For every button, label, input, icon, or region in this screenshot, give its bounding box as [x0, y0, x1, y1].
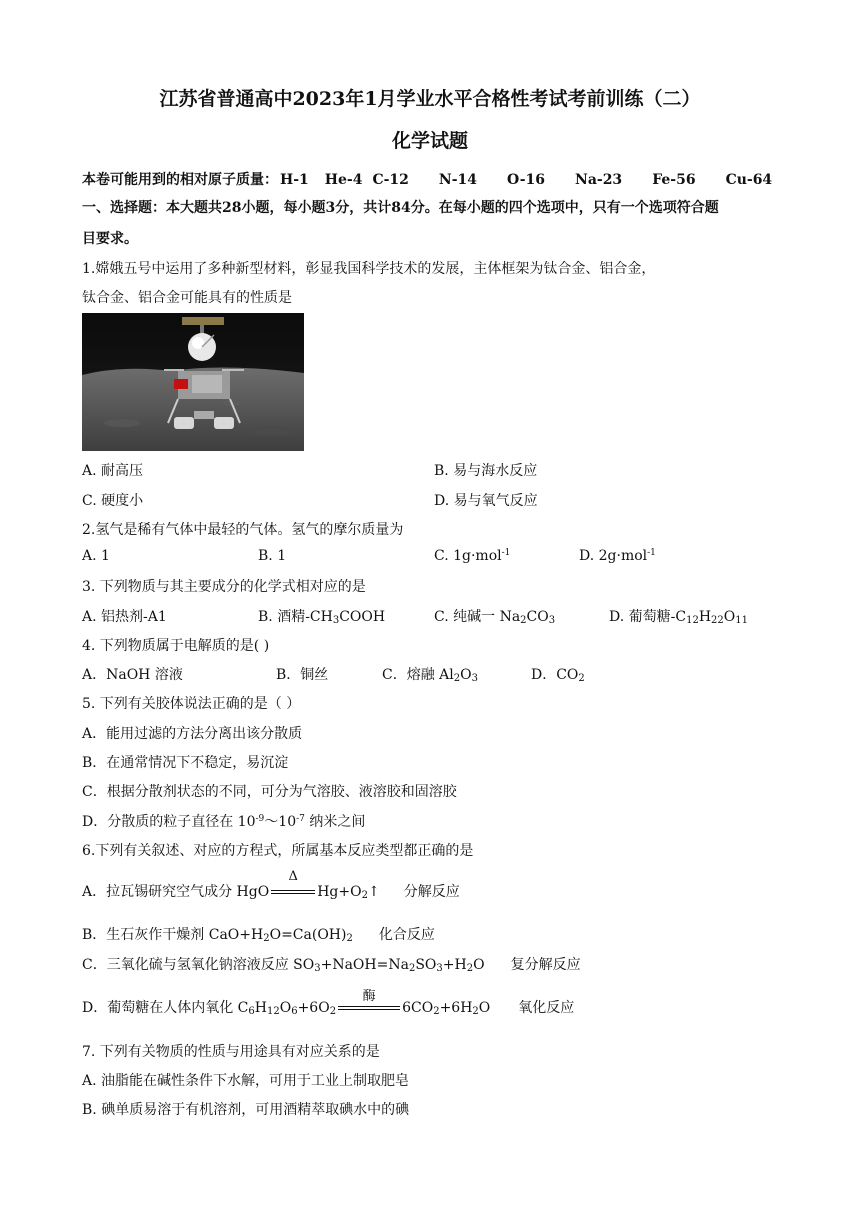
question-1-stem: 1.嫦娥五号中运用了多种新型材料，彰显我国科学技术的发展，主体框架为钛合金、铝合金， [82, 261, 656, 277]
atomic-mass-item: Na-23 [575, 172, 623, 188]
question-1-option-a: A. 耐高压 [82, 463, 144, 479]
lunar-lander-photo [82, 313, 304, 451]
atomic-mass-item: He-4 [324, 172, 363, 188]
question-7-stem: 7. 下列有关物质的性质与用途具有对应关系的是 [82, 1044, 380, 1060]
question-7-option-b: B. 碘单质易溶于有机溶剂，可用酒精萃取碘水中的碘 [82, 1102, 410, 1118]
question-5-option-c: C．根据分散剂状态的不同，可分为气溶胶、液溶胶和固溶胶 [82, 784, 457, 800]
atomic-mass-item: Cu-64 [725, 172, 773, 188]
question-4-option-c: C．熔融 $Al_2O_3$ [382, 667, 478, 684]
question-2-option-a: A. 1 [82, 548, 110, 564]
reaction-type: 化合反应 [378, 927, 435, 943]
question-1-option-c: C. 硬度小 [82, 493, 144, 509]
question-1-option-d: D. 易与氧气反应 [434, 493, 538, 509]
question-3-stem: 3. 下列物质与其主要成分的化学式相对应的是 [82, 579, 366, 595]
question-6-option-d: D．葡萄糖在人体内氧化 $C_6H_{12}O_6+6O_2$ 酶 $6CO_2+6H_2O$ 氧化反应 [82, 989, 575, 1017]
question-3-option-d: D. 葡萄糖$-C_{12}H_{22}O_{11}$ [609, 609, 748, 626]
question-6-option-b: B．生石灰作干燥剂 $CaO+H_2O=Ca(OH)_2$ 化合反应 [82, 927, 435, 944]
question-4-stem: 4. 下列物质属于电解质的是( ) [82, 638, 270, 654]
question-2-stem: 2.氢气是稀有气体中最轻的气体。氢气的摩尔质量为 [82, 522, 404, 538]
question-1-option-b: B. 易与海水反应 [434, 463, 538, 479]
reaction-condition-arrow: 酶 [338, 1001, 400, 1015]
atomic-mass-label: 本卷可能用到的相对原子质量： [82, 172, 278, 188]
question-6-option-a: A．拉瓦锡研究空气成分 HgO Δ $Hg+O_2↑$ 分解反应 [82, 869, 460, 901]
question-5-option-a: A．能用过滤的方法分离出该分散质 [82, 726, 303, 742]
reaction-type: 氧化反应 [518, 1000, 575, 1016]
question-5-option-d: D．分散质的粒子直径在 $10^{-9}\sim 10^{-7}$ 纳米之间 [82, 814, 366, 830]
question-4-option-d: D．$CO_2$ [531, 667, 585, 684]
question-2-option-d: D. 2g·mol$^{-1}$ [579, 548, 656, 564]
question-7-option-a: A. 油脂能在碱性条件下水解，可用于工业上制取肥皂 [82, 1073, 410, 1089]
question-3-option-a: A. 铝热剂-A1 [82, 609, 167, 625]
question-2-option-b: B. 1 [258, 548, 287, 564]
question-6-stem: 6.下列有关叙述、对应的方程式，所属基本反应类型都正确的是 [82, 843, 474, 859]
question-5-stem: 5. 下列有关胶体说法正确的是（ ） [82, 696, 301, 712]
question-4-option-b: B．铜丝 [276, 667, 329, 683]
question-3-option-b: B. 酒精$-CH_3COOH$ [258, 609, 386, 626]
question-6-option-c: C．三氧化硫与氢氧化钠溶液反应 $SO_3+NaOH=Na_2SO_3+H_2O$ 复分解反应 [82, 957, 581, 974]
question-4-option-a: A．NaOH 溶液 [82, 667, 183, 683]
atomic-mass-item: O-16 [507, 172, 546, 188]
question-1-stem-cont: 钛合金、铝合金可能具有的性质是 [82, 290, 292, 306]
reaction-type: 分解反应 [403, 884, 460, 900]
reaction-condition-arrow: Δ [271, 885, 315, 899]
atomic-mass-item: H-1 [280, 172, 309, 188]
section-heading-line1: 一、选择题：本大题共28小题，每小题3分，共计84分。在每小题的四个选项中，只有一个选项符合题 [82, 200, 719, 216]
section-heading-line2: 目要求。 [82, 231, 138, 247]
atomic-mass-item: C-12 [372, 172, 409, 188]
paper-subtitle: 化学试题 [391, 130, 468, 152]
reaction-type: 复分解反应 [510, 957, 581, 973]
question-5-option-b: B．在通常情况下不稳定，易沉淀 [82, 755, 289, 771]
question-3-option-c: C. 纯碱一 $Na_2CO_3$ [434, 609, 556, 626]
atomic-mass-line [82, 169, 772, 189]
atomic-mass-item: N-14 [438, 172, 477, 188]
question-2-option-c: C. 1g·mol$^{-1}$ [434, 548, 511, 564]
atomic-mass-item: Fe-56 [652, 172, 696, 188]
paper-title: 江苏省普通高中2023年1月学业水平合格性考试考前训练（二） [159, 88, 701, 110]
